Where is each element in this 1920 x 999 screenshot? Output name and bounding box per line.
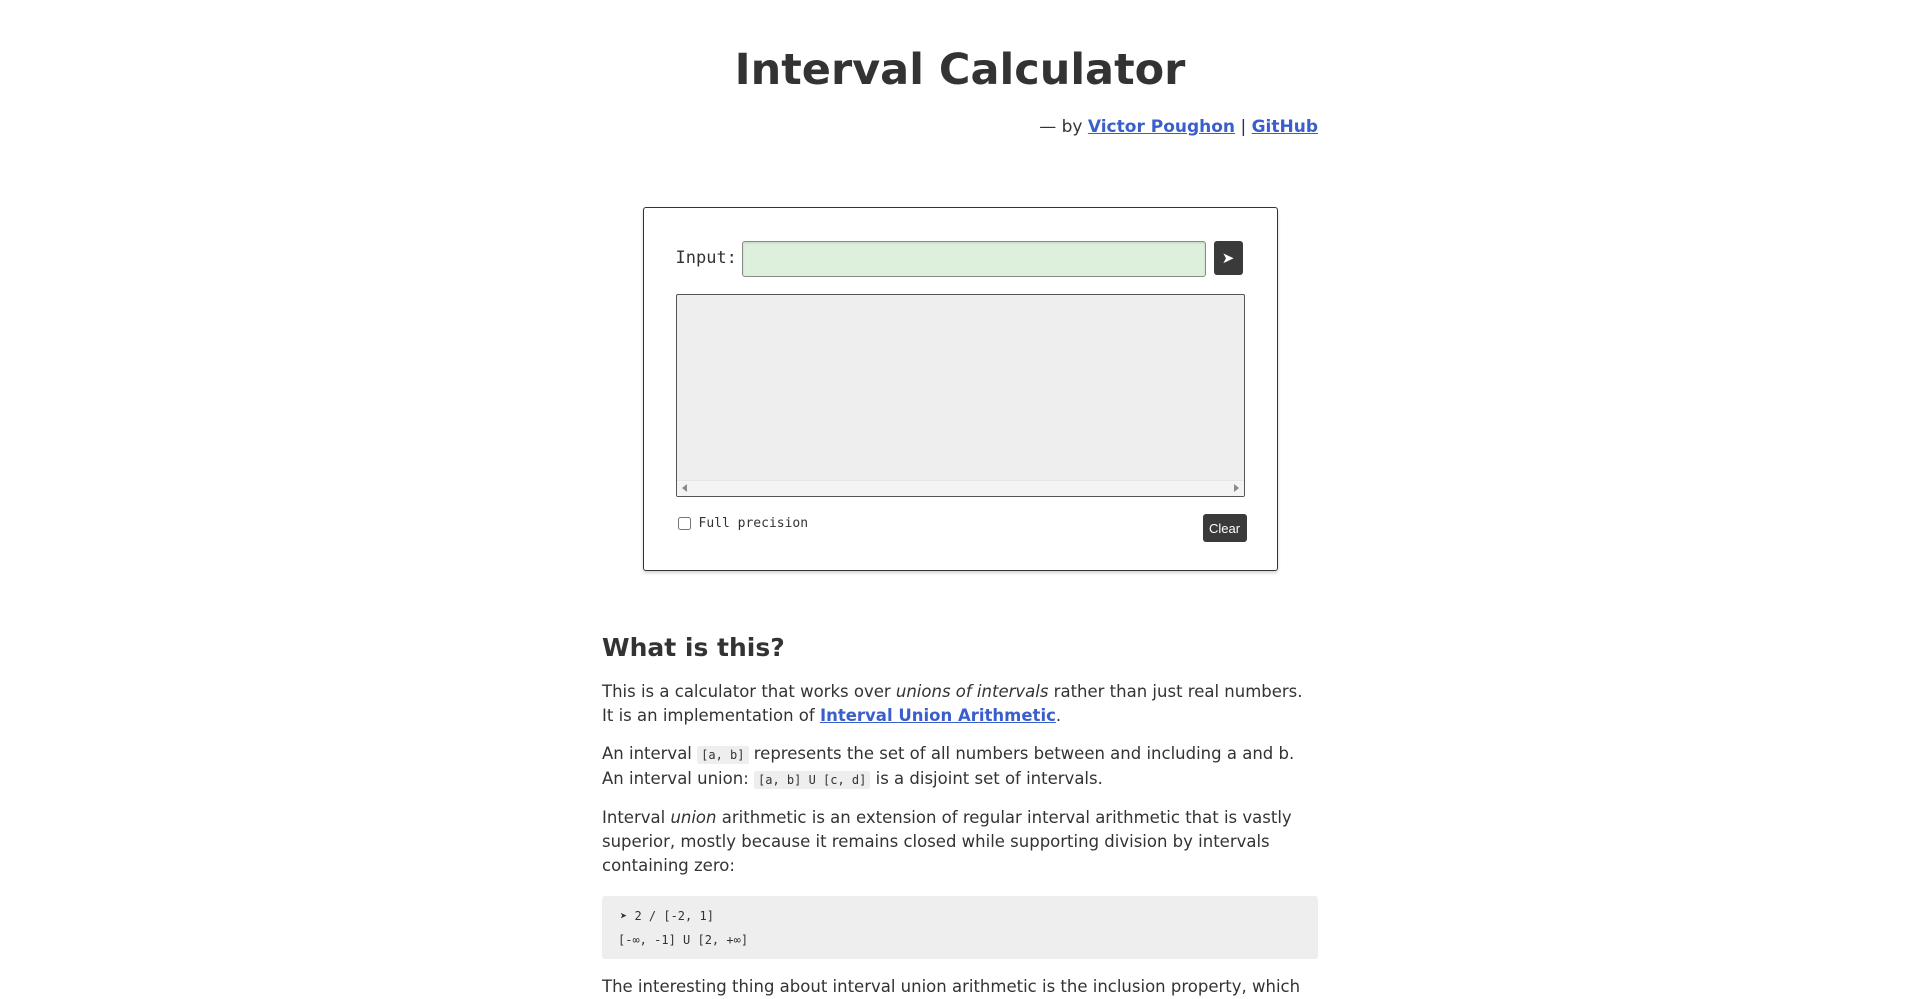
output-area[interactable] <box>676 294 1245 497</box>
clear-button[interactable]: Clear <box>1203 514 1247 542</box>
full-precision-label: Full precision <box>698 516 809 531</box>
full-precision-checkbox[interactable] <box>678 517 691 530</box>
scroll-right-icon[interactable] <box>1234 484 1239 492</box>
text: . <box>1055 706 1062 725</box>
expression-input[interactable] <box>742 241 1206 277</box>
interval-union-arithmetic-link[interactable]: Interval Union Arithmetic <box>819 706 1056 725</box>
calculator-panel <box>643 207 1278 571</box>
byline <box>602 116 1318 138</box>
full-precision-option[interactable] <box>678 516 809 531</box>
horizontal-scrollbar[interactable] <box>677 480 1244 496</box>
emphasis: unions of intervals <box>895 682 1049 701</box>
submit-button[interactable] <box>1214 241 1243 275</box>
page <box>602 0 1318 999</box>
about-paragraph-2 <box>602 742 1318 792</box>
author-link[interactable]: Victor Poughon <box>1087 117 1236 137</box>
text: This is a calculator that works over <box>602 682 896 701</box>
example-code-block <box>602 896 1318 959</box>
text: Interval <box>602 808 671 827</box>
text: arithmetic is an extension of regular interval arithmetic that is vastly superior, mostly because it remains closed while supporting division by intervals containing zero: <box>602 808 1292 875</box>
about-paragraph-4: The interesting thing about interval union arithmetic is the inclusion property, which <box>602 977 1301 996</box>
byline-separator: | <box>1240 117 1247 137</box>
github-link[interactable]: GitHub <box>1251 117 1318 137</box>
text: is a disjoint set of intervals. <box>870 769 1103 788</box>
page-title: Interval Calculator <box>734 45 1186 95</box>
text: represents the set of all numbers between and including a and b. An interval union: <box>602 744 1295 788</box>
about-paragraph-1 <box>602 680 1318 728</box>
example-output-line: [-∞, -1] U [2, +∞] <box>618 933 749 947</box>
about-heading: What is this? <box>602 633 785 662</box>
byline-prefix: — by <box>1039 117 1083 137</box>
scroll-left-icon[interactable] <box>682 484 687 492</box>
input-label: Input: <box>675 248 737 268</box>
inline-code: [a, b] <box>697 746 748 764</box>
example-input-line: ➤ 2 / [-2, 1] <box>620 909 714 923</box>
send-arrow-icon: ➤ <box>1221 249 1235 267</box>
inline-code: [a, b] U [c, d] <box>754 771 870 789</box>
text: rather than just real numbers. It is an implementation of <box>602 682 1303 725</box>
emphasis: union <box>670 808 717 827</box>
about-paragraph-3 <box>602 806 1318 878</box>
text: An interval <box>602 744 698 763</box>
